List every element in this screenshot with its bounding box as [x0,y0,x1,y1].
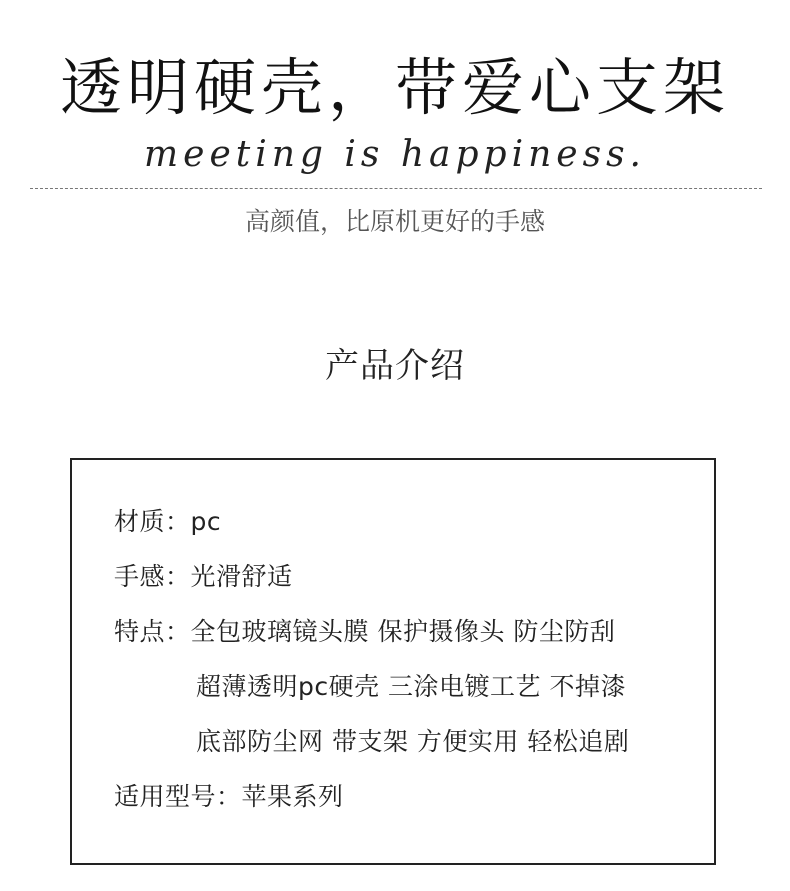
script-tagline: meeting is happiness. [144,134,646,175]
spec-models [114,779,344,815]
spec-models-label: 适用型号： [114,782,242,811]
spec-features-label: 特点： [114,617,191,646]
spec-features-line-1: 全包玻璃镜头膜 保护摄像头 防尘防刮 [190,617,616,646]
spec-models-value: 苹果系列 [241,782,344,811]
spec-material [114,504,221,540]
subtitle: 高颜值，比原机更好的手感 [244,207,545,236]
spec-feel-value: 光滑舒适 [190,562,293,591]
spec-material-label: 材质： [114,507,191,536]
section-title: 产品介绍 [325,346,465,386]
spec-material-value: pc [190,507,222,536]
dashed-divider [30,188,762,189]
spec-feel [114,559,293,595]
spec-features-line-2: 超薄透明pc硬壳 三涂电镀工艺 不掉漆 [196,672,627,701]
spec-features-line-3: 底部防尘网 带支架 方便实用 轻松追剧 [196,727,630,756]
spec-features [114,614,615,650]
page-title: 透明硬壳，带爱心支架 [59,51,730,124]
spec-feel-label: 手感： [114,562,191,591]
